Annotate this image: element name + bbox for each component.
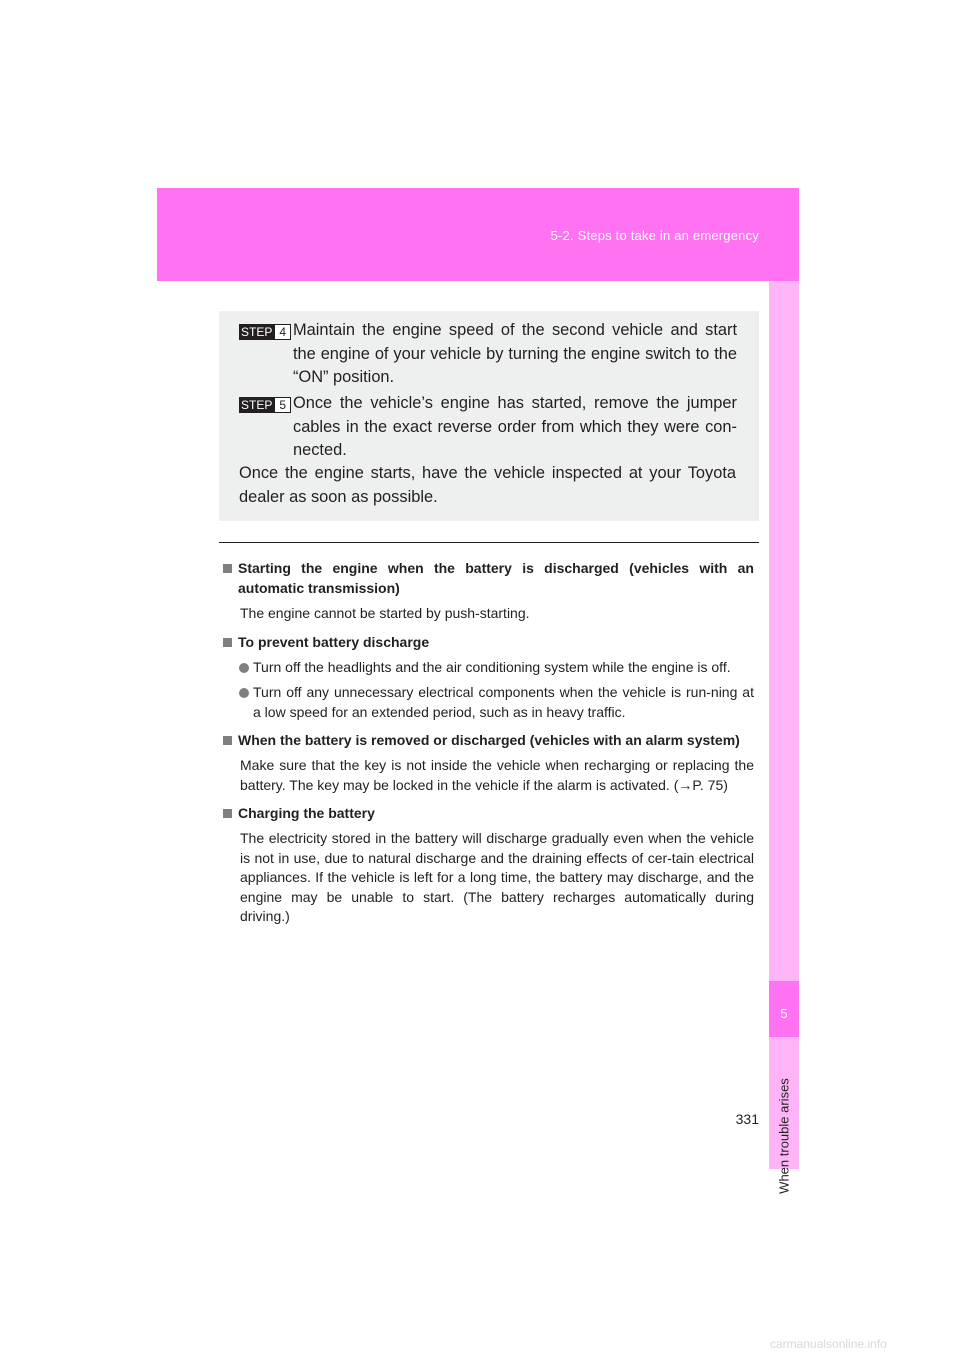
steps-box [219,311,759,521]
step-badge-number: 4 [274,324,291,340]
note-heading-text: To prevent battery discharge [238,633,430,650]
note-bullet [222,658,754,678]
circle-bullet-icon [239,688,249,698]
watermark: carmanualsonline.info [770,1337,887,1351]
note-body: The engine cannot be started by push-starting. [240,605,530,621]
note-heading [222,803,754,823]
square-bullet-icon [223,736,232,745]
chapter-label: When trouble arises [776,1078,792,1194]
step-badge [239,397,291,413]
note-body: Make sure that the key is not inside the vehicle when recharging or replacing the battery. The key may be locked in the vehicle if the alarm is activated. (→P. 75) [240,757,754,793]
header-band [157,188,799,281]
step-badge-word: STEP [241,398,273,412]
section-divider [219,542,759,543]
step-badge-word: STEP [241,325,273,339]
step-badge-number: 5 [274,397,291,413]
note-heading [222,558,754,598]
note-body: The electricity stored in the battery will discharge gradually even when the vehicle is not in use, due to natural discharge and the draining effects of cer-tain electrical appliances. If the vehicle is left for a long time, the battery may discharge, and the engine may be unable to start. (The battery recharges automatically during driving.) [240,830,754,924]
note-heading-text: Starting the engine when the battery is discharged (vehicles with an automatic transmission) [238,560,754,596]
chapter-number: 5 [780,1006,788,1021]
step-text: Maintain the engine speed of the second vehicle and start the engine of your vehicle by turning the engine switch to the “ON” position. [293,321,737,386]
page-number: 331 [735,1111,759,1127]
chapter-label-wrap [769,1041,799,1231]
note-heading [222,730,754,750]
note-bullet-text: Turn off the headlights and the air conditioning system while the engine is off. [253,658,731,675]
note-heading-text: When the battery is removed or discharged (vehicles with an alarm system) [238,732,740,748]
note-heading-text: Charging the battery [238,805,375,821]
chapter-side-tab [769,281,799,1194]
notes-section [222,558,754,935]
square-bullet-icon [223,809,232,818]
note-bullet [222,683,754,722]
note-bullet-text: Turn off any unnecessary electrical components when the vehicle is run-ning at a low speed for an extended period, such as in heavy traffic. [253,684,754,720]
circle-bullet-icon [239,663,249,673]
square-bullet-icon [223,564,232,573]
note-heading [222,632,754,652]
inspection-note: Once the engine starts, have the vehicle inspected at your Toyota dealer as soon as possible. [239,464,736,506]
chapter-number-block [769,981,799,1037]
step-badge [239,324,291,340]
step-text: Once the vehicle’s engine has started, remove the jumper cables in the exact reverse order from which they were con-nected. [293,394,737,459]
square-bullet-icon [223,638,232,647]
section-title: 5-2. Steps to take in an emergency [550,228,759,243]
